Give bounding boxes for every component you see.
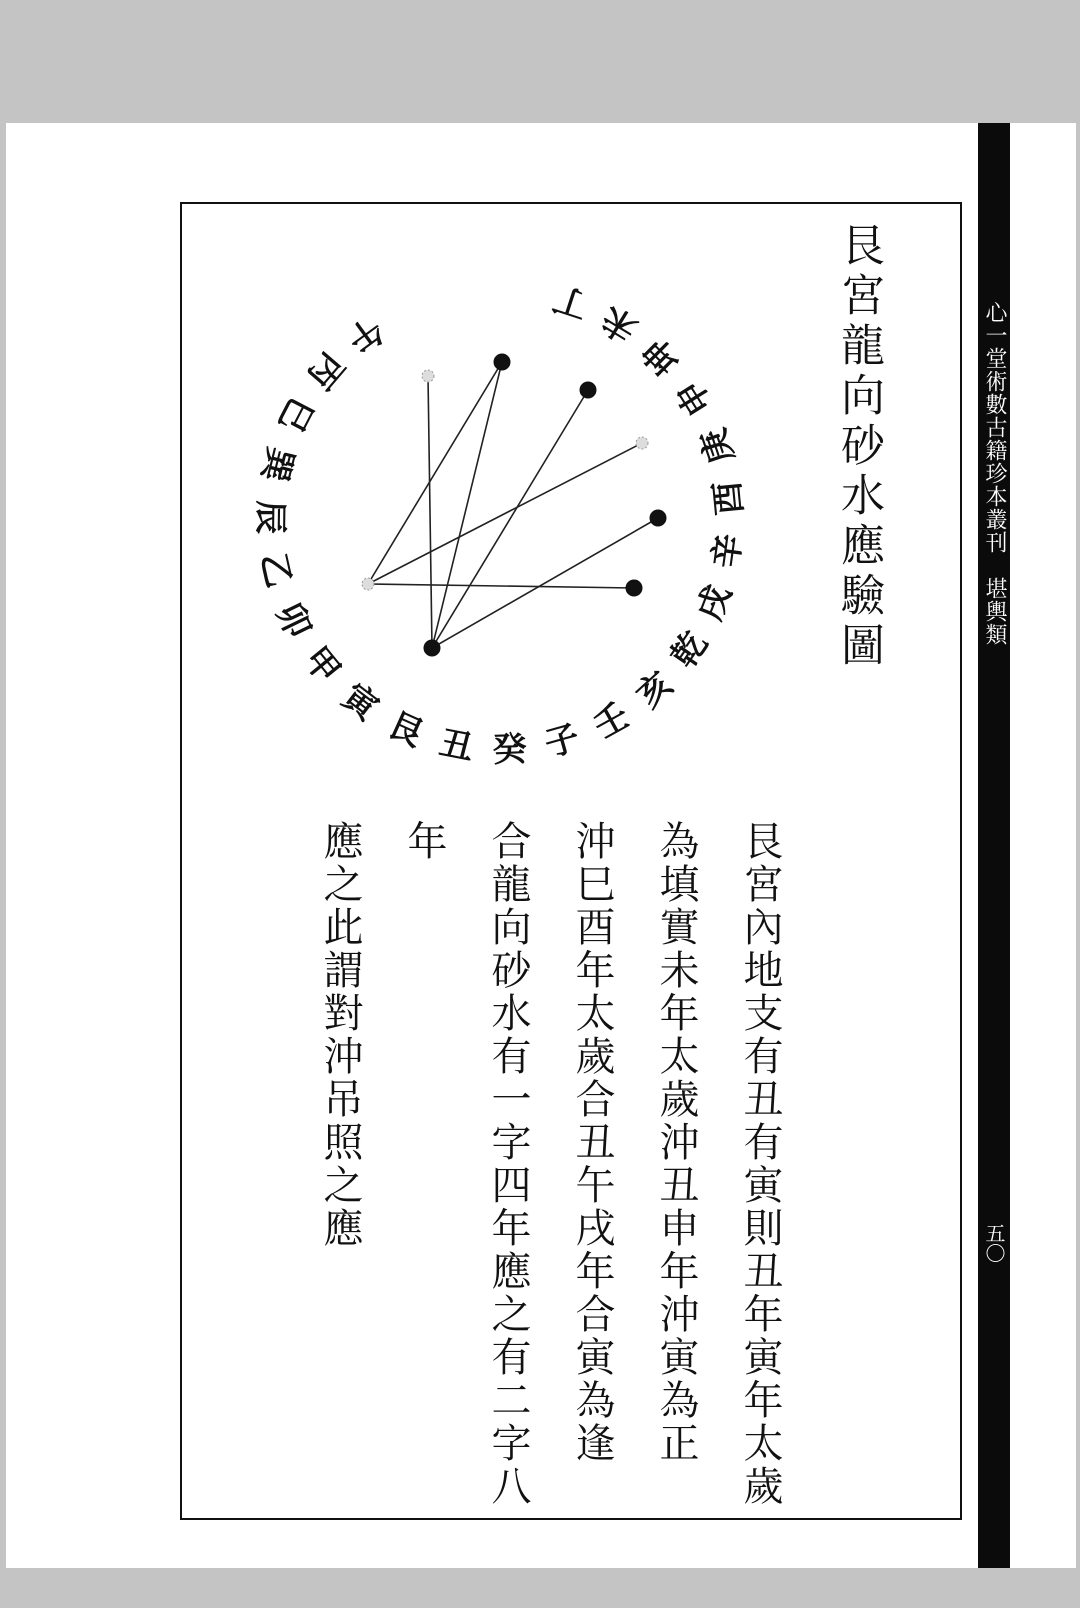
solid-point [580, 382, 596, 398]
connection-lines [368, 362, 658, 648]
hollow-point [422, 370, 434, 382]
hollow-point [636, 437, 648, 449]
connection-line [432, 390, 588, 648]
page-number: 五〇 [982, 1223, 1006, 1263]
ring-label: 酉 [707, 479, 751, 517]
ring-label: 辰 [249, 499, 291, 535]
solid-point [424, 640, 440, 656]
ring-label: 甲 [295, 639, 349, 692]
connection-line [432, 362, 502, 648]
ring-label: 卯 [267, 596, 319, 645]
ring-label: 亥 [628, 663, 681, 717]
solid-point [626, 580, 642, 596]
ring-label: 艮 [381, 704, 430, 756]
solid-point [650, 510, 666, 526]
text-column-1: 艮宮內地支有丑有寅則丑年寅年太歲 [737, 820, 783, 1508]
ring-label: 乙 [252, 549, 299, 592]
ring-label: 巽 [253, 443, 301, 486]
series-title: 心一堂術數古籍珍本叢刊 堪輿類 [982, 301, 1007, 646]
ring-label: 午 [338, 308, 391, 361]
hollow-point [362, 578, 374, 590]
diagram-title: 艮宮龍向砂水應驗圖 [833, 222, 884, 672]
ring-label: 子 [540, 717, 584, 766]
ring-label: 壬 [586, 695, 637, 747]
ring-label: 坤 [635, 330, 688, 383]
ring-label: 乾 [663, 624, 716, 676]
solid-point [494, 354, 510, 370]
ring-label: 癸 [491, 729, 528, 771]
connection-line [428, 376, 432, 648]
ring-label: 未 [594, 297, 645, 350]
connection-line [368, 584, 634, 588]
body-text [317, 820, 802, 1510]
diagram-points [362, 354, 666, 656]
ring-label: 丑 [436, 723, 477, 769]
connection-line [368, 443, 642, 584]
text-column-5: 應之此謂對沖吊照之應 [317, 820, 363, 1250]
ring-label: 庚 [693, 423, 743, 469]
connection-line [432, 518, 658, 648]
ring-label: 丁 [548, 277, 594, 326]
text-column-4: 合龍向砂水有一字四年應之有二字八年 [401, 820, 531, 1508]
ring-label: 寅 [334, 676, 386, 729]
compass-ring-labels [250, 277, 751, 770]
text-column-3: 沖巳酉年太歲合丑午戌年合寅為逢 [569, 820, 615, 1465]
ring-label: 辛 [705, 531, 751, 571]
connection-line [368, 362, 502, 584]
text-column-2: 為填實未年太歲沖丑申年沖寅為正 [653, 820, 699, 1465]
ring-label: 丙 [299, 344, 352, 397]
ring-label: 申 [668, 372, 721, 423]
ring-label: 巳 [270, 390, 322, 439]
ring-label: 戌 [689, 579, 740, 626]
